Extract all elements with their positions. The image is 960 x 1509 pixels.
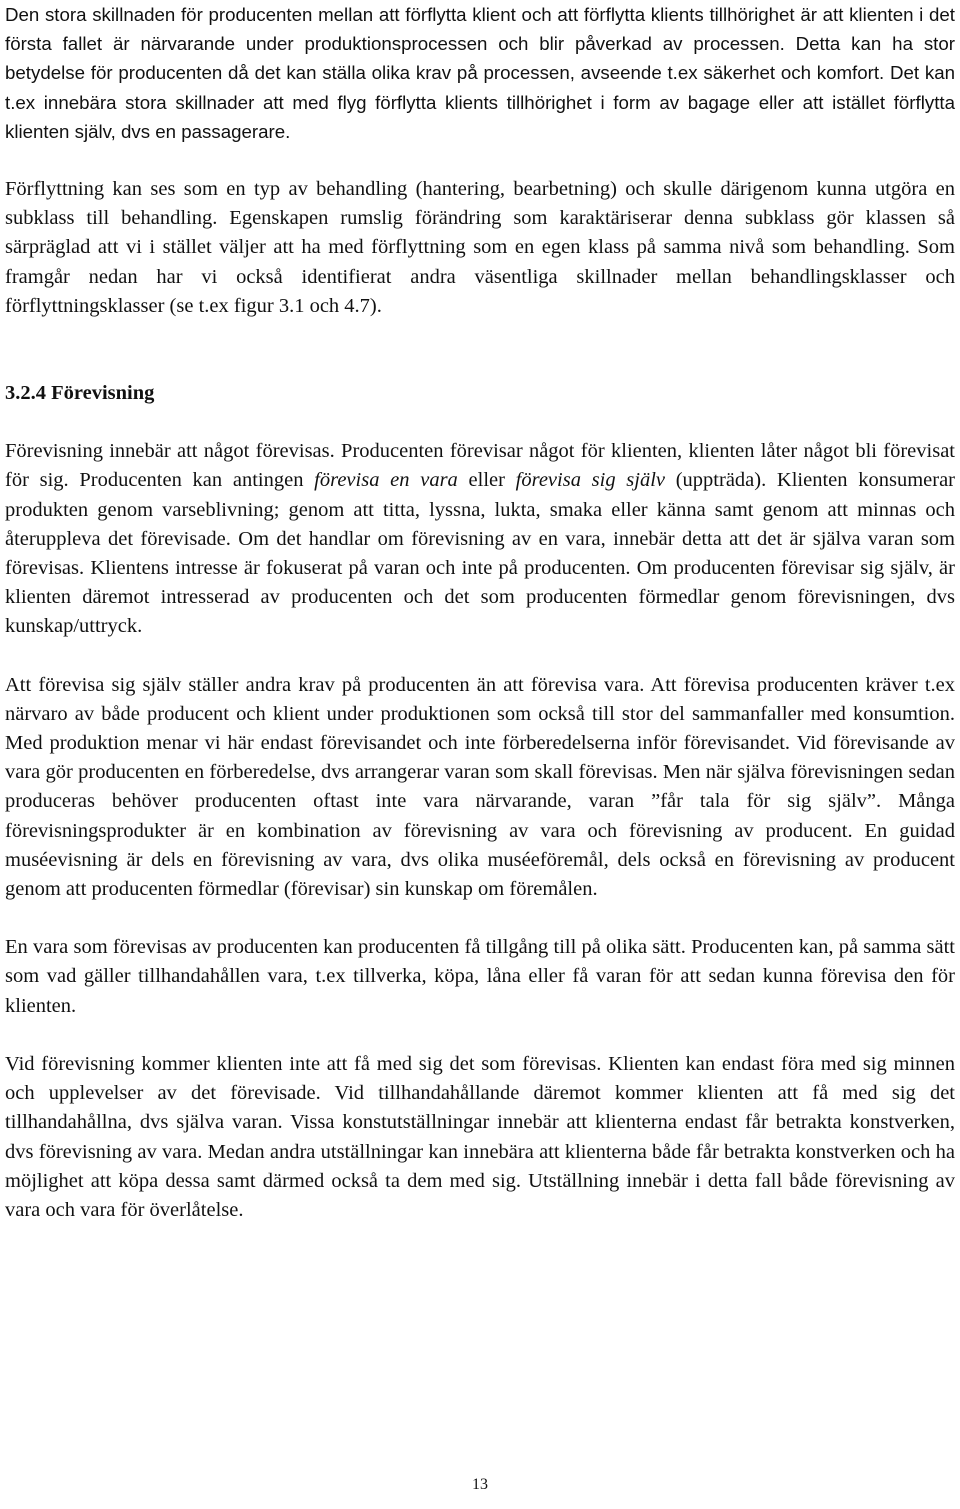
page-number: 13 <box>472 1476 488 1493</box>
emphasis-forevisa-sig-sjalv: förevisa sig själv <box>515 469 666 492</box>
paragraph-forflyttning: Förflyttning kan ses som en typ av behandling (hantering, bearbetning) och skulle därigenom kunna utgöra en subklass till behandling. Egenskapen rumslig förändring som karaktäriserar denna subklass gör klassen så särpräglad att vi i stället väljer att ha med förflyttning som en egen klass på samma nivå som behandling. Som framgår nedan har vi också identifierat andra väsentliga skillnader mellan behandlingsklasser och förflyttningsklasser (se t.ex figur 3.1 och 4.7). <box>5 178 955 317</box>
paragraph-transport-intro: Den stora skillnaden för producenten mellan att förflytta klient och att förflytta klients tillhörighet är att klienten i det första fallet är närvarande under produktionsprocessen och blir påverkad av processen. Detta kan ha stor betydelse för producenten då det kan ställa olika krav på processen, avseende t.ex säkerhet och komfort. Det kan t.ex innebära stora skillnader att med flyg förflytta klients tillhörighet i form av bagage eller att istället förflytta klienten själv, dvs en passagerare. <box>5 4 955 142</box>
paragraph-vara-tillgang: En vara som förevisas av producenten kan producenten få tillgång till på olika sätt. Producenten kan, på samma sätt som vad gäller tillhandahållen vara, t.ex tillverka, köpa, låna eller få varan för att sedan kunna förevisa den för klienten. <box>5 936 955 1017</box>
paragraph-text: (uppträda). Klienten konsumerar produkten genom varseblivning; genom att titta, lyssna, lukta, smaka eller känna samt genom att minnas och återuppleva det förevisade. Om det handlar om förevisning av en vara, innebär detta att det är själva varan som förevisas. Klientens intresse är fokuserat på varan och inte på producenten. Om producenten förevisar sig själv, är klienten däremot intresserad av producenten och det som producenten förmedlar genom förevisningen, dvs kunskap/uttryck. <box>5 469 956 638</box>
section-heading: 3.2.4 Förevisning <box>5 382 155 405</box>
paragraph-forevisning-definition <box>5 437 955 641</box>
emphasis-forevisa-vara: förevisa en vara <box>314 469 458 492</box>
document-page <box>5 0 955 1225</box>
paragraph-forevisning-vs-tillhandahallande: Vid förevisning kommer klienten inte att få med sig det som förevisas. Klienten kan endast föra med sig minnen och upplevelser av det förevisade. Vid tillhandahållande däremot kommer klienten att få med sig det tillhandahållna, dvs själva varan. Vissa konstutställningar innebär att klienterna endast får betrakta konstverken, dvs förevisning av vara. Medan andra utställningar kan innebära att klienterna både får betrakta konstverken och ha möjlighet att köpa dessa samt därmed också ta dem med sig. Utställning innebär i detta fall både förevisning av vara och vara för överlåtelse. <box>5 1052 955 1221</box>
paragraph-text: Förevisning innebär att något förevisas. Producenten förevisar något för klienten, klienten låter något bli förevisat för sig. Producenten kan antingen <box>5 440 955 492</box>
paragraph-forevisa-sig-sjalv: Att förevisa sig själv ställer andra krav på producenten än att förevisa vara. Att förevisa producenten kräver t.ex närvaro av både producent och klient under produktionen som också till stor del sammanfaller med konsumtion. Med produktion menar vi här endast förevisandet och inte förberedelserna inför förevisandet. Vid förevisande av vara gör producenten en förberedelse, dvs arrangerar varan som skall förevisas. Men när själva förevisningen sedan produceras behöver producenten oftast inte vara närvarande, varan ”får tala för sig själv”. Många förevisningsprodukter är en kombination av förevisning av vara och förevisning av producent. En guidad muséevisning är dels en förevisning av vara, dvs olika muséeföremål, dels också en förevisning av producent genom att producenten förmedlar (förevisar) sin kunskap om föremålen. <box>5 673 955 901</box>
paragraph-text: eller <box>457 469 516 492</box>
